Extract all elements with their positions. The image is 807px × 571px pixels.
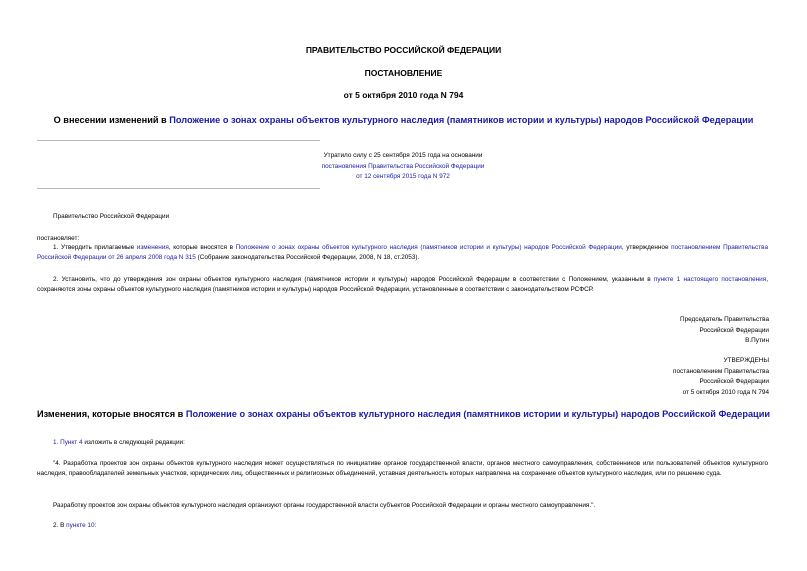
signature-line2: Российской Федерации bbox=[699, 326, 769, 334]
approval-line2: постановлением Правительства bbox=[673, 367, 769, 375]
document-title bbox=[0, 115, 807, 125]
quote-paragraph-1: "4. Разработка проектов зон охраны объектов культурного наследия может осуществляться по инициативе органов государственной власти, органов местного самоуправления, собственников или пользователей объектов культурного наследия, правообладателей земельных участков, юридических лиц, общественных и религиозных объединений, уставная деятельность которых направлена на сохранение объектов культурного наследия, или по решению суда. bbox=[37, 460, 768, 477]
quote-paragraph-2: Разработку проектов зон охраны объектов культурного наследия организуют органы государственной власти субъектов Российской Федерации и органы местного самоуправления.". bbox=[53, 502, 596, 509]
expiry-note bbox=[290, 151, 516, 183]
expiry-note-date-link[interactable]: от 12 сентября 2015 года N 972 bbox=[356, 173, 450, 180]
p2-point1-link[interactable]: пункте 1 настоящего постановления bbox=[653, 276, 767, 283]
signature-block bbox=[560, 315, 769, 347]
doc-date-number: от 5 октября 2010 года N 794 bbox=[343, 90, 464, 100]
expiry-note-line1: Утратило силу с 25 сентября 2015 года на основании bbox=[323, 152, 483, 159]
government-heading: ПРАВИТЕЛЬСТВО РОССИЙСКОЙ ФЕДЕРАЦИИ bbox=[305, 45, 502, 55]
change-2-tail: : bbox=[94, 522, 97, 529]
signature-line1: Председатель Правительства bbox=[680, 316, 769, 323]
p1-decree-link[interactable]: постановлением Правительства Российской Федерации от 26 апреля 2008 года N 315 bbox=[37, 244, 768, 261]
p2-text-b: , сохраняются зоны охраны объектов культурного наследия (памятников истории и культуры) народов Российской Федерации, установленные в соответствии с законодательством РСФСР. bbox=[37, 276, 768, 293]
divider-top bbox=[37, 140, 320, 141]
approval-line1: УТВЕРЖДЕНЫ bbox=[723, 357, 769, 364]
approval-line4: от 5 октября 2010 года N 794 bbox=[682, 388, 769, 396]
paragraph-1 bbox=[37, 243, 768, 263]
divider-bottom bbox=[37, 188, 320, 189]
changes-title bbox=[0, 409, 807, 419]
change-1 bbox=[53, 438, 753, 448]
change-1-link[interactable]: 1. Пункт 4 bbox=[53, 439, 83, 446]
changes-title-link[interactable]: Положение о зонах охраны объектов культурного наследия (памятников истории и культуры) народов Российской Федерации bbox=[185, 409, 771, 419]
change-1-text: изложить в следующей редакции: bbox=[82, 439, 185, 446]
change-2 bbox=[53, 521, 753, 531]
approval-line3: Российской Федерации bbox=[699, 378, 769, 385]
paragraph-2 bbox=[37, 275, 768, 295]
changes-title-prefix: Изменения, которые вносятся в bbox=[36, 409, 186, 419]
p1-changes-link[interactable]: изменения bbox=[136, 244, 169, 251]
change-2-text: 2. В bbox=[53, 522, 67, 529]
p1-text-c: , утвержденное bbox=[621, 244, 672, 251]
title-regulation-link[interactable]: Положение о зонах охраны объектов культурного наследия (памятников истории и культуры) народов Российской Федерации bbox=[169, 115, 754, 125]
resolves-line: постановляет: bbox=[37, 235, 80, 242]
p1-text-d: (Собрание законодательства Российской Федерации, 2008, N 18, ст.2053). bbox=[195, 254, 420, 261]
issuer-line: Правительство Российской Федерации bbox=[53, 213, 170, 220]
p1-text-a: 1. Утвердить прилагаемые bbox=[53, 244, 137, 251]
approval-block bbox=[560, 356, 769, 398]
p1-text-b: , которые вносятся в bbox=[168, 244, 236, 251]
change-2-link[interactable]: пункте 10 bbox=[66, 522, 95, 529]
doc-type-heading: ПОСТАНОВЛЕНИЕ bbox=[364, 68, 443, 78]
p2-text-a: 2. Установить, что до утверждения зон охраны объектов культурного наследия (памятников истории и культуры) народов Российской Федерации в соответствии с Положением, указанным в bbox=[53, 276, 654, 283]
p1-regulation-link[interactable]: Положение о зонах охраны объектов культурного наследия (памятников истории и культуры) народов Российской Федерации bbox=[235, 244, 622, 251]
signature-name: В.Путин bbox=[745, 337, 769, 344]
title-prefix: О внесении изменений в bbox=[53, 115, 170, 125]
expiry-note-link[interactable]: постановления Правительства Российской Федерации bbox=[321, 162, 485, 170]
